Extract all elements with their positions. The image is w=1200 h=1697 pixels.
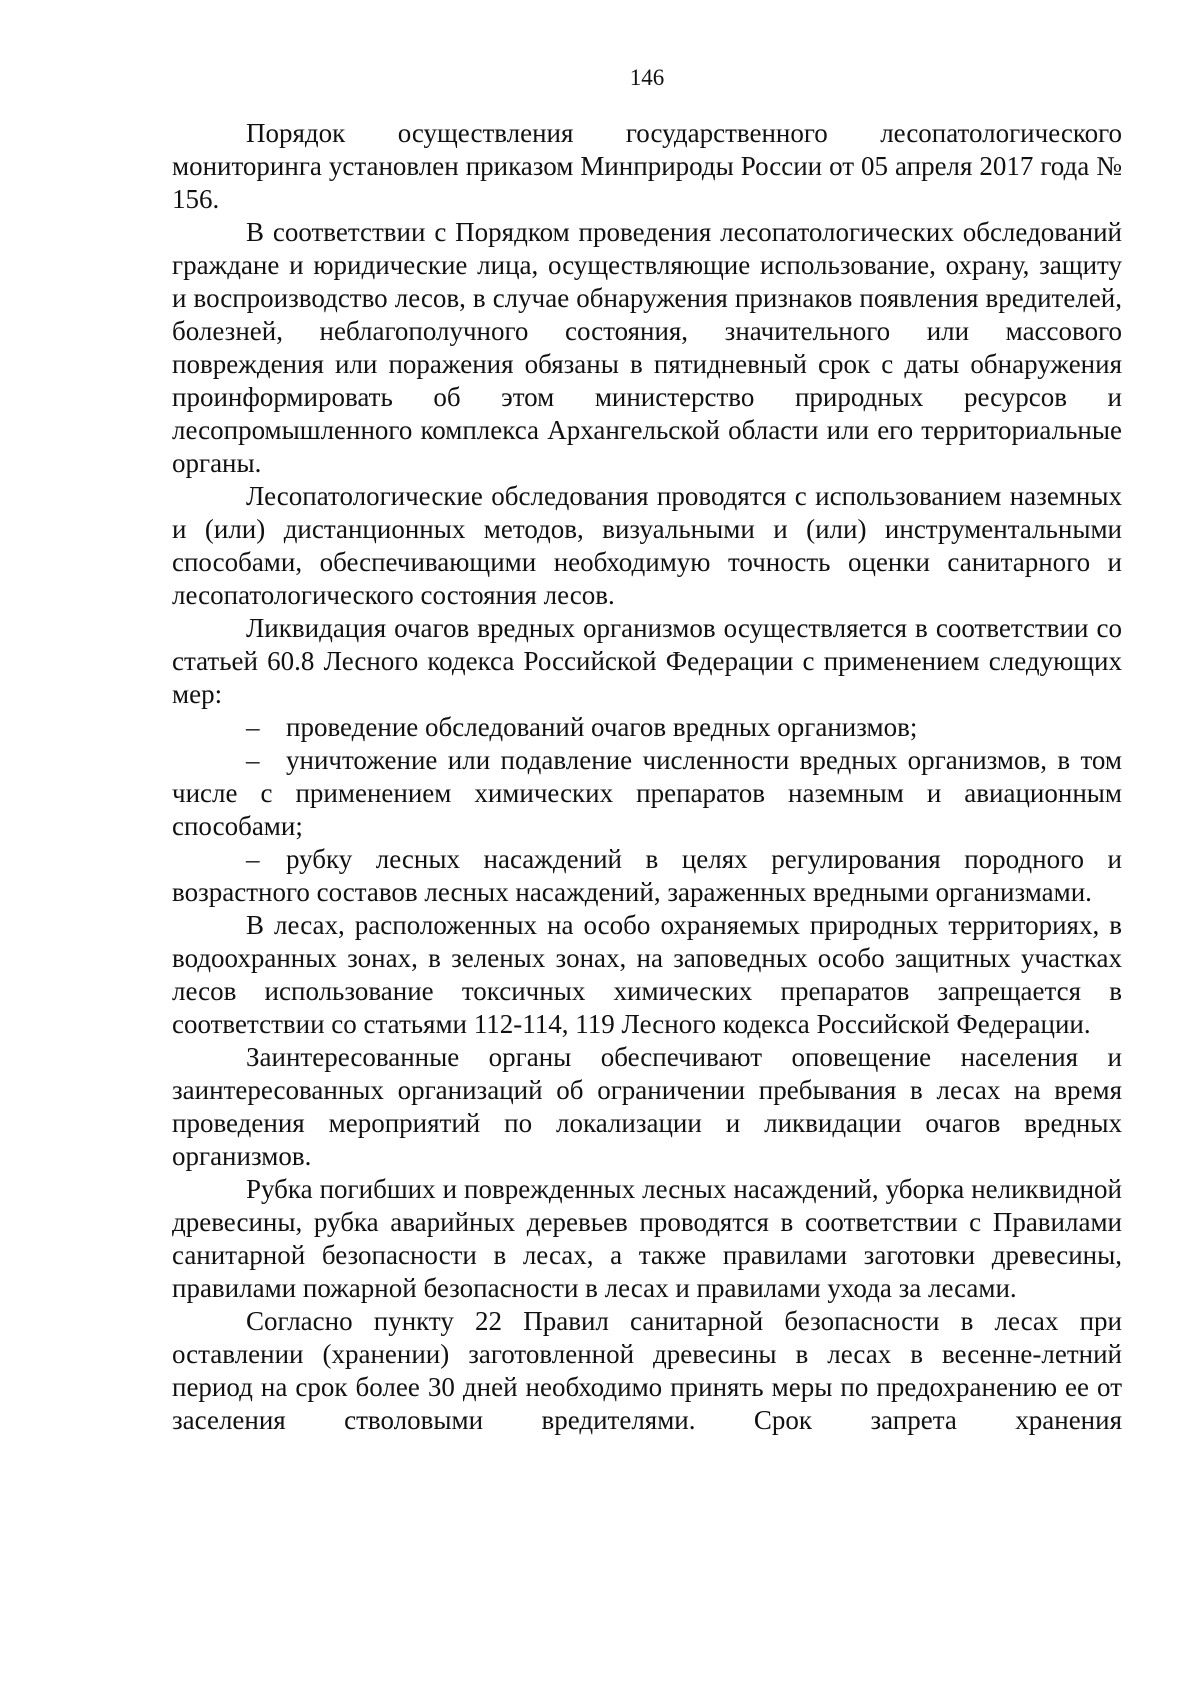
paragraph-public-notification: Заинтересованные органы обеспечивают оповещение населения и заинтересованных организаций об ограничении пребывания в лесах на время проведения мероприятий по локализации и ликвидации очагов вредных организмов. xyxy=(172,1042,1122,1171)
paragraph-timber-storage: Согласно пункту 22 Правил санитарной безопасности в лесах при оставлении (хранении) заготовленной древесины в лесах в весенне-летний период на срок более 30 дней необходимо принять меры по предохранению ее от заселения стволовыми вредителями. Срок запрета хранения xyxy=(172,1306,1122,1435)
list-item xyxy=(172,843,1122,909)
paragraph-survey-obligation: В соответствии с Порядком проведения лесопатологических обследований граждане и юридические лица, осуществляющие использование, охрану, защиту и воспроизводство лесов, в случае обнаружения признаков появления вредителей, болезней, неблагополучного состояния, значительного или массового повреждения или поражения обязаны в пятидневный срок с даты обнаружения проинформировать об этом министерство природных ресурсов и лесопромышленного комплекса Архангельской области или его территориальные органы. xyxy=(172,217,1122,478)
page-number: 146 xyxy=(629,65,665,90)
paragraph-sanitary-felling: Рубка погибших и поврежденных лесных насаждений, уборка неликвидной древесины, рубка аварийных деревьев проводятся в соответствии с Правилами санитарной безопасности в лесах, а также правилами заготовки древесины, правилами пожарной безопасности в лесах и правилами ухода за лесами. xyxy=(172,1174,1122,1303)
document-page xyxy=(172,64,1122,1437)
list-dash: – xyxy=(246,745,260,775)
list-item xyxy=(172,711,1122,744)
list-item xyxy=(172,744,1122,843)
list-dash: – xyxy=(246,712,260,742)
paragraph-survey-methods: Лесопатологические обследования проводятся с использованием наземных и (или) дистанционных методов, визуальными и (или) инструментальными способами, обеспечивающими необходимую точность оценки санитарного и лесопатологического состояния лесов. xyxy=(172,481,1122,610)
list-item-text: уничтожение или подавление численности вредных организмов, в том числе с применением химических препаратов наземным и авиационным способами; xyxy=(172,745,1122,841)
paragraph-pest-elimination: Ликвидация очагов вредных организмов осуществляется в соответствии со статьей 60.8 Лесного кодекса Российской Федерации с применением следующих мер: xyxy=(172,613,1122,709)
list-item-text: проведение обследований очагов вредных организмов; xyxy=(286,712,918,742)
list-item-text: рубку лесных насаждений в целях регулирования породного и возрастного составов лесных насаждений, зараженных вредными организмами. xyxy=(172,844,1122,907)
list-dash: – xyxy=(246,844,260,874)
paragraph-toxic-chemicals: В лесах, расположенных на особо охраняемых природных территориях, в водоохранных зонах, в зеленых зонах, на заповедных особо защитных участках лесов использование токсичных химических препаратов запрещается в соответствии со статьями 112-114, 119 Лесного кодекса Российской Федерации. xyxy=(172,910,1122,1039)
paragraph-monitoring-order: Порядок осуществления государственного лесопатологического мониторинга установлен приказом Минприроды России от 05 апреля 2017 года № 156. xyxy=(172,118,1122,214)
